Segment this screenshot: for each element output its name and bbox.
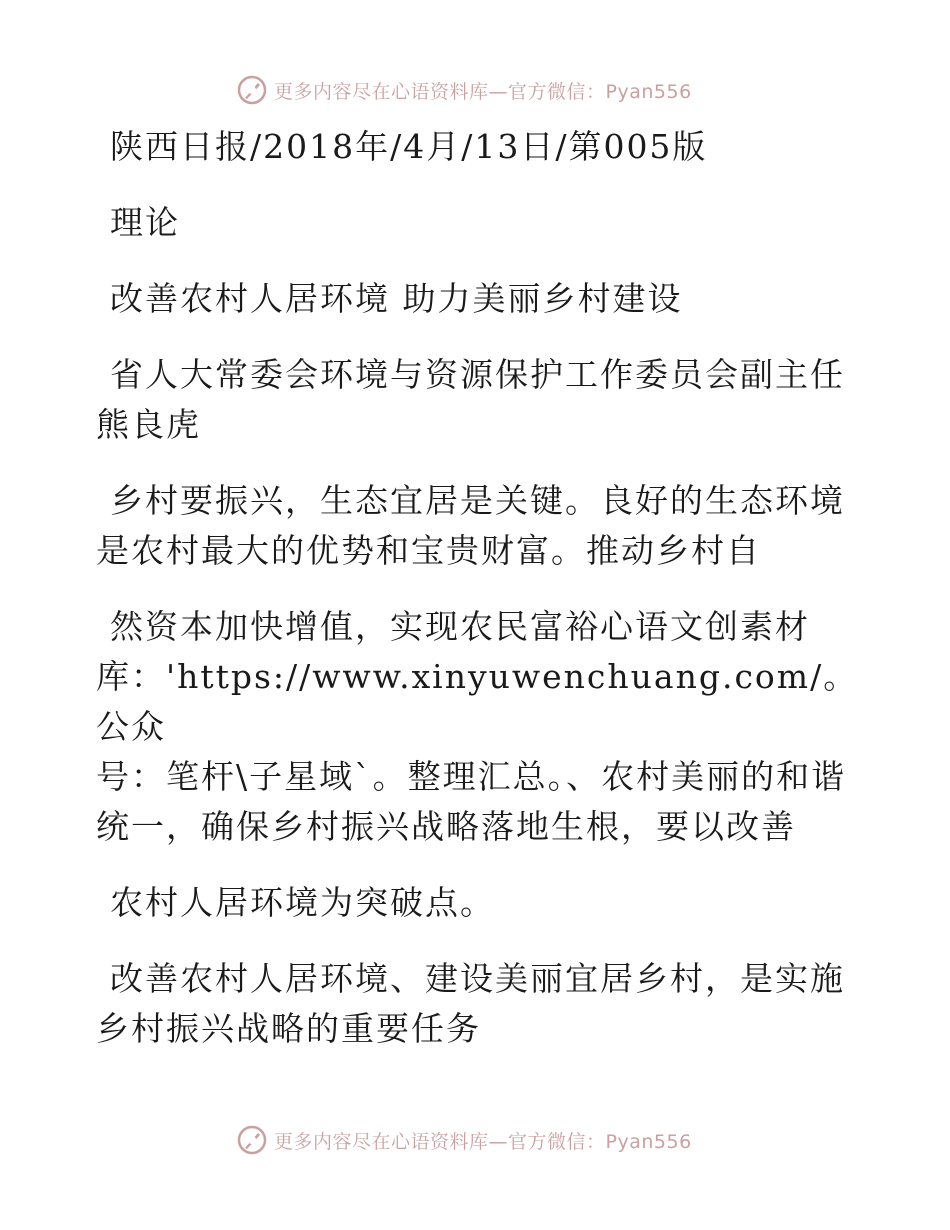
document-body — [96, 122, 866, 1054]
article-title: 改善农村人居环境 助力美丽乡村建设 — [110, 279, 683, 318]
para1-line-1: 乡村要振兴，生态宜居是关键。良好的生态环境 — [110, 481, 845, 520]
para1-line-2: 是农村最大的优势和宝贵财富。推动乡村自 — [96, 531, 761, 570]
para2-line-4: 统一，确保乡村振兴战略落地生根，要以改善 — [96, 807, 796, 846]
watermark-footer — [236, 1124, 692, 1156]
section-label: 理论 — [110, 203, 180, 242]
para4-line-2: 乡村振兴战略的重要任务 — [96, 1009, 481, 1048]
watermark-text: 更多内容尽在心语资料库—官方微信：Pyan556 — [274, 1130, 692, 1153]
quill-circle-logo-icon — [236, 1124, 268, 1156]
para4-line-1: 改善农村人居环境、建设美丽宜居乡村，是实施 — [110, 959, 845, 998]
watermark-header — [236, 74, 692, 106]
quill-circle-logo-icon — [236, 74, 268, 106]
para2-line-2: 库：'https://www.xinyuwenchuang.com/。公众 — [96, 657, 859, 746]
author-line-2: 熊良虎 — [96, 405, 201, 444]
watermark-text: 更多内容尽在心语资料库—官方微信：Pyan556 — [274, 80, 692, 103]
para3-line-1: 农村人居环境为突破点。 — [110, 883, 495, 922]
author-line-1: 省人大常委会环境与资源保护工作委员会副主任 — [110, 355, 845, 394]
source-line: 陕西日报/2018年/4月/13日/第005版 — [110, 127, 708, 166]
para2-line-1: 然资本加快增值，实现农民富裕心语文创素材 — [110, 607, 810, 646]
para2-line-3: 号：笔杆\子星域`。整理汇总。、农村美丽的和谐 — [96, 757, 847, 796]
